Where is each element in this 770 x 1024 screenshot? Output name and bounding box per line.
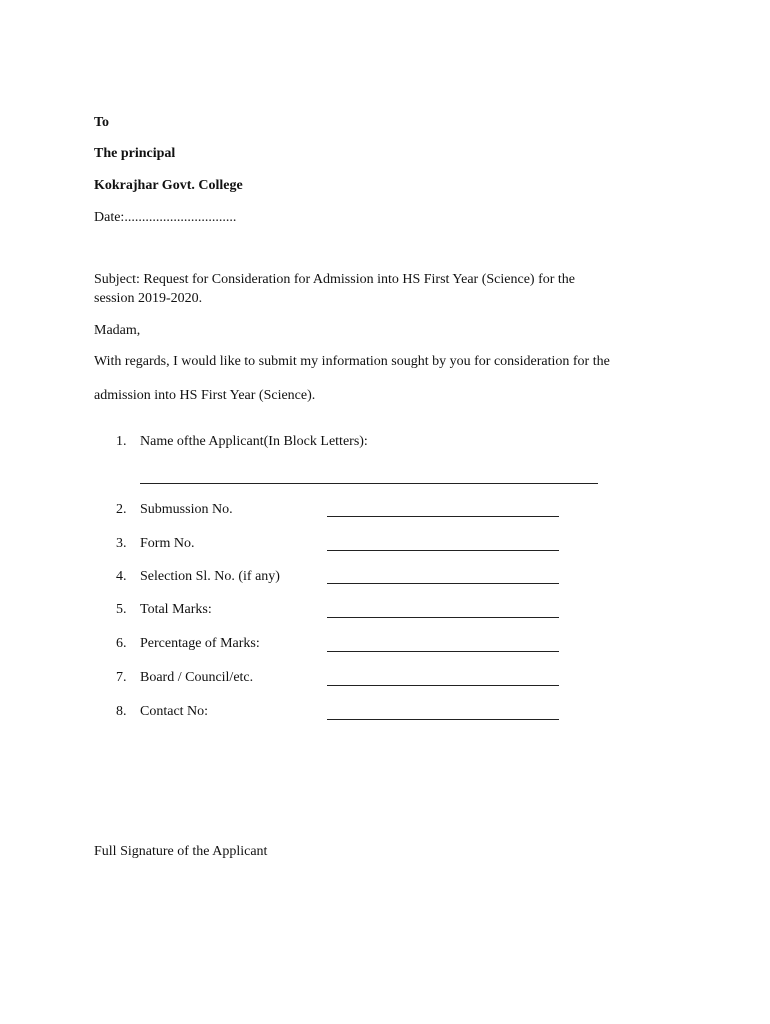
subject-line-1: Subject: Request for Consideration for Admission into HS First Year (Science) for the	[94, 272, 575, 287]
salutation: Madam,	[94, 323, 141, 338]
item-number: 7.	[116, 670, 127, 685]
item-label: Selection Sl. No. (if any)	[140, 569, 280, 584]
percentage-of-marks-blank[interactable]	[327, 651, 559, 652]
body-line-1: With regards, I would like to submit my information sought by you for consideration for the	[94, 354, 610, 369]
item-number: 4.	[116, 569, 127, 584]
item-label: Name ofthe Applicant(In Block Letters):	[140, 434, 368, 449]
item-number: 6.	[116, 636, 127, 651]
item-label: Form No.	[140, 536, 195, 551]
recipient-title: The principal	[94, 146, 176, 161]
recipient-to: To	[94, 115, 110, 130]
date-field: Date:................................	[94, 210, 237, 225]
applicant-name-blank[interactable]	[140, 483, 598, 484]
total-marks-blank[interactable]	[327, 617, 559, 618]
subject-line-2: session 2019-2020.	[94, 291, 203, 306]
item-label: Total Marks:	[140, 602, 212, 617]
item-number: 1.	[116, 434, 127, 449]
item-label: Percentage of Marks:	[140, 636, 260, 651]
item-label: Contact No:	[140, 704, 209, 719]
board-council-blank[interactable]	[327, 685, 559, 686]
item-number: 5.	[116, 602, 127, 617]
form-no-blank[interactable]	[327, 550, 559, 551]
signature-label: Full Signature of the Applicant	[94, 844, 268, 859]
item-label: Board / Council/etc.	[140, 670, 254, 685]
item-number: 2.	[116, 502, 127, 517]
contact-no-blank[interactable]	[327, 719, 559, 720]
item-number: 3.	[116, 536, 127, 551]
item-number: 8.	[116, 704, 127, 719]
recipient-institution: Kokrajhar Govt. College	[94, 178, 243, 193]
item-label: Submussion No.	[140, 502, 233, 517]
body-line-2: admission into HS First Year (Science).	[94, 388, 316, 403]
selection-sl-no-blank[interactable]	[327, 583, 559, 584]
submission-no-blank[interactable]	[327, 516, 559, 517]
